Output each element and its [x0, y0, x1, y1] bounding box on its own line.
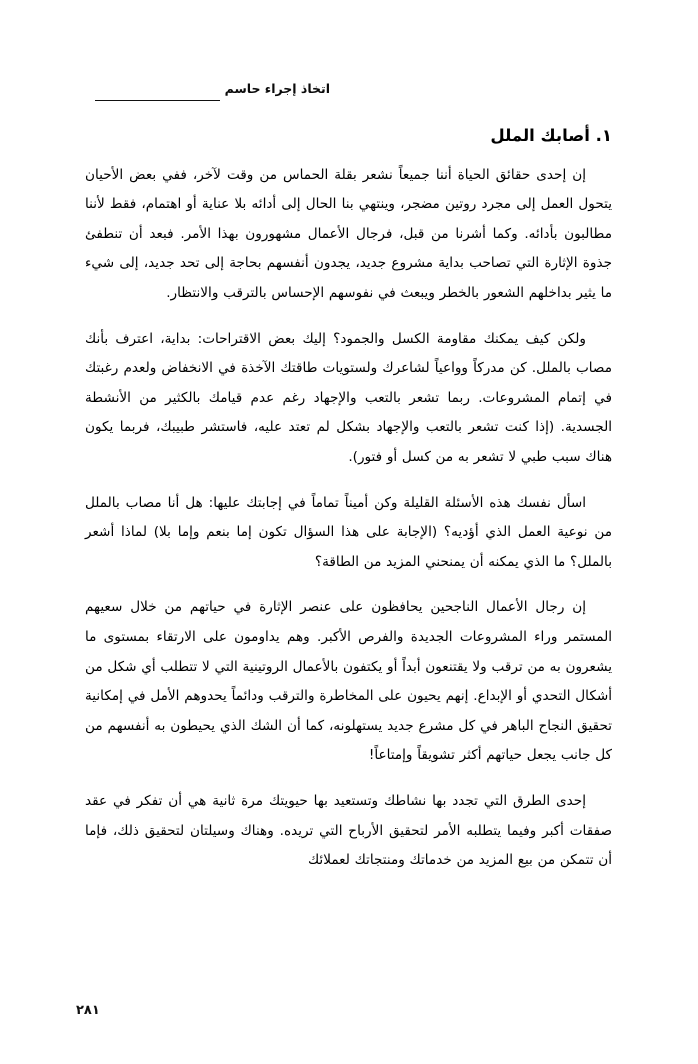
- paragraph-2: ولكن كيف يمكنك مقاومة الكسل والجمود؟ إليك بعض الاقتراحات: بداية، اعترف بأنك مصاب بالملل. كن مدركاً وواعياً لشاعرك ولستويات طاقتك الآخذة في الانخفاض ولعدم رغبتك في إتمام المشروعات. ربما تشعر بالتعب والإجهاد رغم عدم قيامك بالكثير من الأنشطة الجسدية. (إذا كنت تشعر بالتعب والإجهاد بشكل لم تعتد عليه، فاستشر طبيبك، فربما يكون هناك سبب طبي لا تشعر به من كسل أو فتور).: [85, 330, 612, 465]
- running-head-label: اتخاذ إجراء حاسم: [224, 81, 330, 96]
- paragraph-3: اسأل نفسك هذه الأسئلة القليلة وكن أميناً تماماً في إجابتك عليها: هل أنا مصاب بالملل من نوعية العمل الذي أؤديه؟ (الإجابة على هذا السؤال تكون إما بنعم وإما بلا) لماذا أشعر بالملل؟ ما الذي يمكنه أن يمنحني المزيد من الطاقة؟: [85, 494, 612, 570]
- section-title: ١. أصابك الملل: [490, 126, 612, 145]
- paragraph-4: إن رجال الأعمال الناجحين يحافظون على عنصر الإثارة في حياتهم من خلال سعيهم المستمر وراء المشروعات الجديدة والفرص الأكبر. وهم يداومون على الارتقاء بمستوى ما يشعرون به من ترقب ولا يقتنعون أبداً أو يكتفون بالأعمال الروتينية التي لا تتطلب أي شكل من أشكال التحدي أو الإبداع. إنهم يحيون على المخاطرة والترقب ودائماً يحدوهم الأمل في إمكانية تحقيق النجاح الباهر في كل مشرع جديد يستهلونه، كما أن الشك الذي يحيطون به أنفسهم من كل جانب يجعل حياتهم أكثر تشويقاً وإمتاعاً!: [85, 599, 612, 764]
- text-column: [85, 126, 612, 876]
- paragraph-5: إحدى الطرق التي تجدد بها نشاطك وتستعيد بها حيويتك مرة ثانية هي أن تفكر في عقد صفقات أكبر وفيما يتطلبه الأمر لتحقيق الأرباح التي تريده. وهناك وسيلتان لتحقيق ذلك، فإما أن تتمكن من بيع المزيد من خدماتك ومنتجاتك لعملائك: [85, 792, 612, 869]
- running-head: [95, 78, 330, 99]
- page-number: ٢٨١: [76, 1003, 100, 1018]
- paragraph-1: إن إحدى حقائق الحياة أننا جميعاً نشعر بقلة الحماس من وقت لآخر، ففي بعض الأحيان يتحول العمل إلى مجرد روتين مضجر، وينتهي بنا الحال إلى أدائه بلا عناية أو اهتمام، فقط لأننا مطالبون بأدائه. وكما أشرنا من قبل، فرجال الأعمال مشهورون بهذا الأمر. فبعد أن تنطفئ جذوة الإثارة التي تصاحب بداية مشروع جديد، يجدون أنفسهم بحاجة إلى تحد جديد، إلى شيء ما يثير بداخلهم الشعور بالخطر ويبعث في نفوسهم الإحساس بالترقب والانتظار.: [85, 166, 612, 301]
- running-head-rule: [95, 100, 220, 101]
